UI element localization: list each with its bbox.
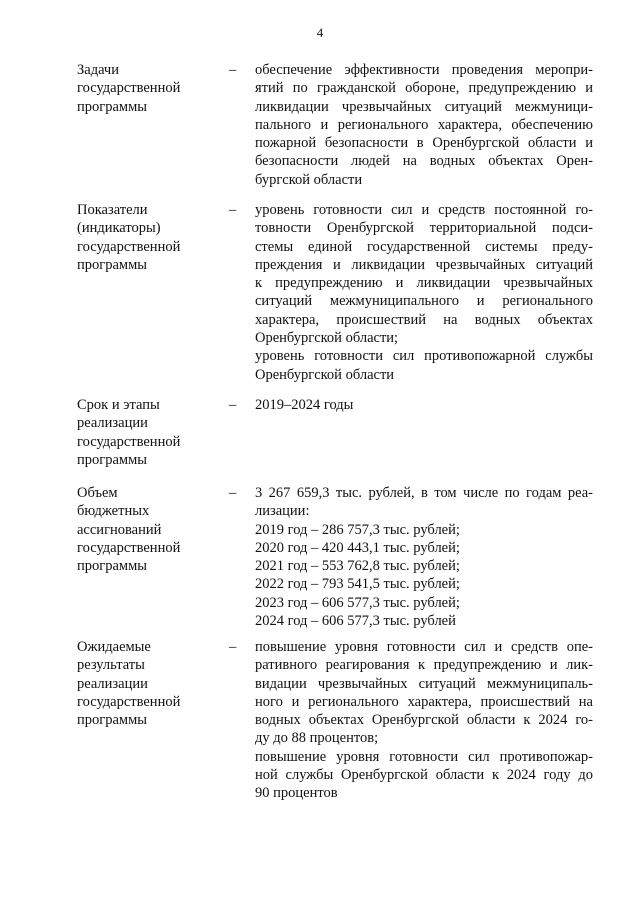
label-line: программы (77, 558, 147, 575)
content-line: водных объектах Оренбургской области к 2024 го- (255, 712, 593, 729)
section-content (255, 396, 593, 414)
content-line: к предупреждению и ликвидации чрезвычайных (255, 275, 593, 292)
budget-year-line: 2024 год – 606 577,3 тыс. рублей (255, 613, 456, 630)
content-line: уровень готовности сил и средств постоянной го- (255, 202, 593, 218)
section-label (77, 484, 227, 575)
content-line: повышение уровня готовности сил противопожар- (255, 748, 593, 765)
label-line: программы (77, 712, 147, 729)
content-line: уровень готовности сил противопожарной службы (255, 348, 593, 365)
content-line: пального и регионального характера, обеспечению (255, 116, 593, 133)
section-label (77, 201, 227, 274)
section-content (255, 638, 593, 803)
budget-year-line: 2019 год – 286 757,3 тыс. рублей; (255, 521, 460, 538)
label-line: программы (77, 256, 147, 273)
content-line: бургской области (255, 171, 363, 188)
dash-separator: – (229, 639, 237, 655)
content-line: 2019–2024 годы (255, 397, 354, 413)
content-line: ративного реагирования к предупреждению и лик- (255, 657, 593, 674)
label-line: государственной (77, 693, 181, 710)
label-line: (индикаторы) (77, 220, 161, 237)
content-line: преждения и ликвидации чрезвычайных ситуаций (255, 256, 593, 273)
label-line: государственной (77, 539, 181, 556)
label-line: Ожидаемые (77, 639, 151, 655)
content-line: 3 267 659,3 тыс. рублей, в том числе по годам реа- (255, 485, 593, 501)
dash-separator: – (229, 397, 237, 413)
content-line: Оренбургской области; (255, 330, 399, 347)
budget-year-line: 2021 год – 553 762,8 тыс. рублей; (255, 558, 460, 575)
label-line: Объем (77, 485, 118, 501)
content-line: ного и регионального характера, происшествий на (255, 693, 593, 710)
label-line: программы (77, 98, 147, 115)
content-line: ситуаций межмуниципального и регионального (255, 293, 593, 310)
content-line: ликвидации чрезвычайных ситуаций межмуници- (255, 98, 593, 115)
page-number: 4 (316, 25, 324, 40)
content-line: пожарной безопасности в Оренбургской области и (255, 135, 593, 152)
content-line: характера, происшествий на водных объектах (255, 311, 593, 328)
content-line: товности Оренбургской территориальной подси- (255, 220, 593, 237)
label-line: ассигнований (77, 521, 162, 538)
budget-year-line: 2022 год – 793 541,5 тыс. рублей; (255, 576, 460, 593)
label-line: государственной (77, 238, 181, 255)
section-content (255, 201, 593, 384)
section-label (77, 396, 227, 469)
section-content (255, 484, 593, 630)
label-line: Показатели (77, 202, 148, 218)
dash-separator: – (229, 202, 237, 218)
label-line: реализации (77, 675, 148, 692)
label-line: государственной (77, 80, 181, 97)
content-line: Оренбургской области (255, 366, 395, 383)
section-label (77, 638, 227, 729)
section-content (255, 61, 593, 189)
content-line: видации чрезвычайных ситуаций межмуниципаль- (255, 675, 593, 692)
content-line: повышение уровня готовности сил и средств опе- (255, 639, 593, 655)
content-line: лизации: (255, 503, 310, 520)
label-line: результаты (77, 657, 145, 674)
content-line: 90 процентов (255, 785, 338, 802)
budget-year-line: 2023 год – 606 577,3 тыс. рублей; (255, 594, 460, 611)
label-line: Задачи (77, 62, 119, 78)
budget-year-line: 2020 год – 420 443,1 тыс. рублей; (255, 539, 460, 556)
content-line: стемы единой государственной системы преду- (255, 238, 593, 255)
dash-separator: – (229, 485, 237, 501)
content-line: ятий по гражданской обороне, предупреждению и (255, 80, 593, 97)
section-label (77, 61, 227, 116)
label-line: бюджетных (77, 503, 150, 520)
content-line: обеспечение эффективности проведения меропри- (255, 62, 593, 78)
content-line: ной службы Оренбургской области к 2024 году до (255, 767, 593, 784)
content-line: ду до 88 процентов; (255, 730, 379, 747)
dash-separator: – (229, 62, 237, 78)
label-line: программы (77, 451, 147, 468)
content-line: безопасности людей на водных объектах Орен- (255, 153, 593, 170)
label-line: Срок и этапы (77, 397, 160, 413)
label-line: государственной (77, 433, 181, 450)
label-line: реализации (77, 415, 148, 432)
